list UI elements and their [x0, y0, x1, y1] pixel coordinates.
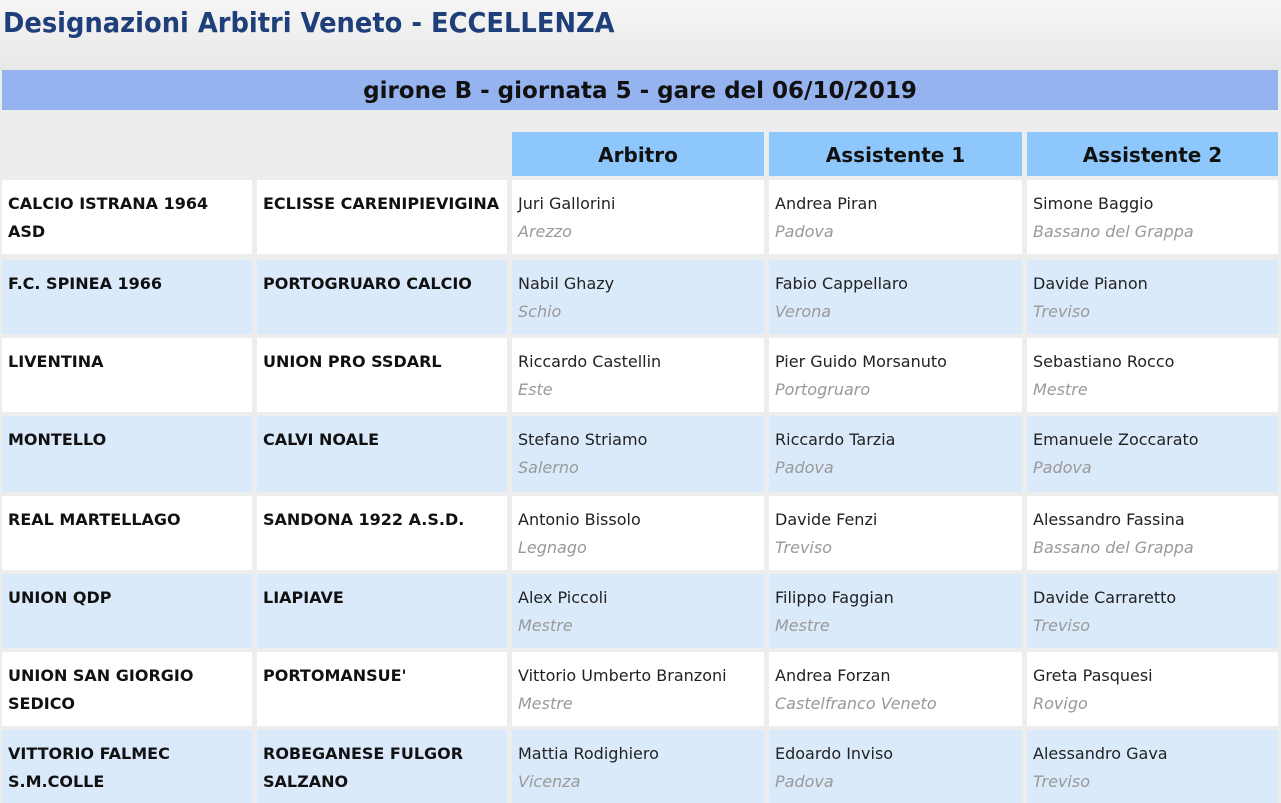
- assistant-1-cell: [769, 574, 1022, 648]
- official-name: Sebastiano Rocco: [1033, 352, 1175, 371]
- official-name: Alex Piccoli: [518, 588, 608, 607]
- assistant-2-cell: [1027, 260, 1278, 334]
- official-city: Padova: [775, 458, 834, 477]
- assistant-1-cell: [769, 730, 1022, 803]
- official-city: Rovigo: [1033, 694, 1088, 713]
- referee-cell: [512, 652, 764, 726]
- official-name: Antonio Bissolo: [518, 510, 641, 529]
- official-name: Edoardo Inviso: [775, 744, 894, 763]
- home-team: UNION SAN GIORGIO SEDICO: [2, 652, 252, 726]
- away-team: SANDONA 1922 A.S.D.: [257, 496, 507, 570]
- home-team: UNION QDP: [2, 574, 252, 648]
- assistant-2-cell: [1027, 730, 1278, 803]
- assistant-2-cell: [1027, 574, 1278, 648]
- referee-cell: [512, 574, 764, 648]
- assistant-1-cell: [769, 338, 1022, 412]
- official-name: Riccardo Tarzia: [775, 430, 896, 449]
- official-city: Mestre: [518, 694, 573, 713]
- assistant-1-cell: [769, 652, 1022, 726]
- official-name: Juri Gallorini: [518, 194, 616, 213]
- official-name: Simone Baggio: [1033, 194, 1154, 213]
- home-team: MONTELLO: [2, 416, 252, 492]
- official-city: Schio: [518, 302, 562, 321]
- official-name: Fabio Cappellaro: [775, 274, 908, 293]
- assistant-1-cell: [769, 416, 1022, 492]
- official-name: Pier Guido Morsanuto: [775, 352, 947, 371]
- referee-cell: [512, 730, 764, 803]
- assistant-2-cell: [1027, 416, 1278, 492]
- official-city: Treviso: [775, 538, 832, 557]
- referee-cell: [512, 496, 764, 570]
- official-city: Castelfranco Veneto: [775, 694, 937, 713]
- referee-cell: [512, 180, 764, 254]
- official-city: Mestre: [775, 616, 830, 635]
- assistant-2-cell: [1027, 180, 1278, 254]
- assistant-2-cell: [1027, 338, 1278, 412]
- official-name: Andrea Piran: [775, 194, 878, 213]
- official-name: Mattia Rodighiero: [518, 744, 659, 763]
- official-name: Greta Pasquesi: [1033, 666, 1153, 685]
- official-city: Padova: [1033, 458, 1092, 477]
- official-city: Bassano del Grappa: [1033, 222, 1194, 241]
- official-city: Arezzo: [518, 222, 572, 241]
- column-header-assistant-2: Assistente 2: [1027, 132, 1278, 176]
- official-city: Mestre: [1033, 380, 1088, 399]
- home-team: LIVENTINA: [2, 338, 252, 412]
- assistant-1-cell: [769, 260, 1022, 334]
- official-city: Este: [518, 380, 553, 399]
- official-city: Treviso: [1033, 772, 1090, 791]
- official-name: Andrea Forzan: [775, 666, 891, 685]
- home-team: F.C. SPINEA 1966: [2, 260, 252, 334]
- official-city: Mestre: [518, 616, 573, 635]
- official-city: Treviso: [1033, 616, 1090, 635]
- official-city: Padova: [775, 222, 834, 241]
- official-name: Davide Fenzi: [775, 510, 878, 529]
- assistant-1-cell: [769, 180, 1022, 254]
- official-city: Vicenza: [518, 772, 581, 791]
- official-name: Vittorio Umberto Branzoni: [518, 666, 727, 685]
- official-name: Stefano Striamo: [518, 430, 648, 449]
- official-name: Filippo Faggian: [775, 588, 894, 607]
- away-team: UNION PRO SSDARL: [257, 338, 507, 412]
- referee-cell: [512, 416, 764, 492]
- official-name: Riccardo Castellin: [518, 352, 662, 371]
- away-team: LIAPIAVE: [257, 574, 507, 648]
- referee-cell: [512, 260, 764, 334]
- official-city: Salerno: [518, 458, 579, 477]
- official-city: Portogruaro: [775, 380, 871, 399]
- home-team: CALCIO ISTRANA 1964 ASD: [2, 180, 252, 254]
- home-team: REAL MARTELLAGO: [2, 496, 252, 570]
- official-city: Bassano del Grappa: [1033, 538, 1194, 557]
- official-city: Treviso: [1033, 302, 1090, 321]
- column-header-referee: Arbitro: [512, 132, 764, 176]
- away-team: PORTOMANSUE': [257, 652, 507, 726]
- referee-cell: [512, 338, 764, 412]
- official-city: Verona: [775, 302, 832, 321]
- away-team: CALVI NOALE: [257, 416, 507, 492]
- page-title: Designazioni Arbitri Veneto - ECCELLENZA: [3, 6, 615, 39]
- official-name: Davide Carraretto: [1033, 588, 1177, 607]
- official-name: Davide Pianon: [1033, 274, 1148, 293]
- home-team: VITTORIO FALMEC S.M.COLLE: [2, 730, 252, 803]
- official-name: Nabil Ghazy: [518, 274, 615, 293]
- official-name: Emanuele Zoccarato: [1033, 430, 1199, 449]
- away-team: ROBEGANESE FULGOR SALZANO: [257, 730, 507, 803]
- assistant-2-cell: [1027, 652, 1278, 726]
- official-name: Alessandro Fassina: [1033, 510, 1185, 529]
- official-city: Legnago: [518, 538, 587, 557]
- assistant-2-cell: [1027, 496, 1278, 570]
- away-team: PORTOGRUARO CALCIO: [257, 260, 507, 334]
- round-header: girone B - giornata 5 - gare del 06/10/2019: [2, 70, 1278, 110]
- official-city: Padova: [775, 772, 834, 791]
- assistant-1-cell: [769, 496, 1022, 570]
- away-team: ECLISSE CARENIPIEVIGINA: [257, 180, 507, 254]
- table-header: [2, 110, 1280, 180]
- column-header-assistant-1: Assistente 1: [769, 132, 1022, 176]
- official-name: Alessandro Gava: [1033, 744, 1168, 763]
